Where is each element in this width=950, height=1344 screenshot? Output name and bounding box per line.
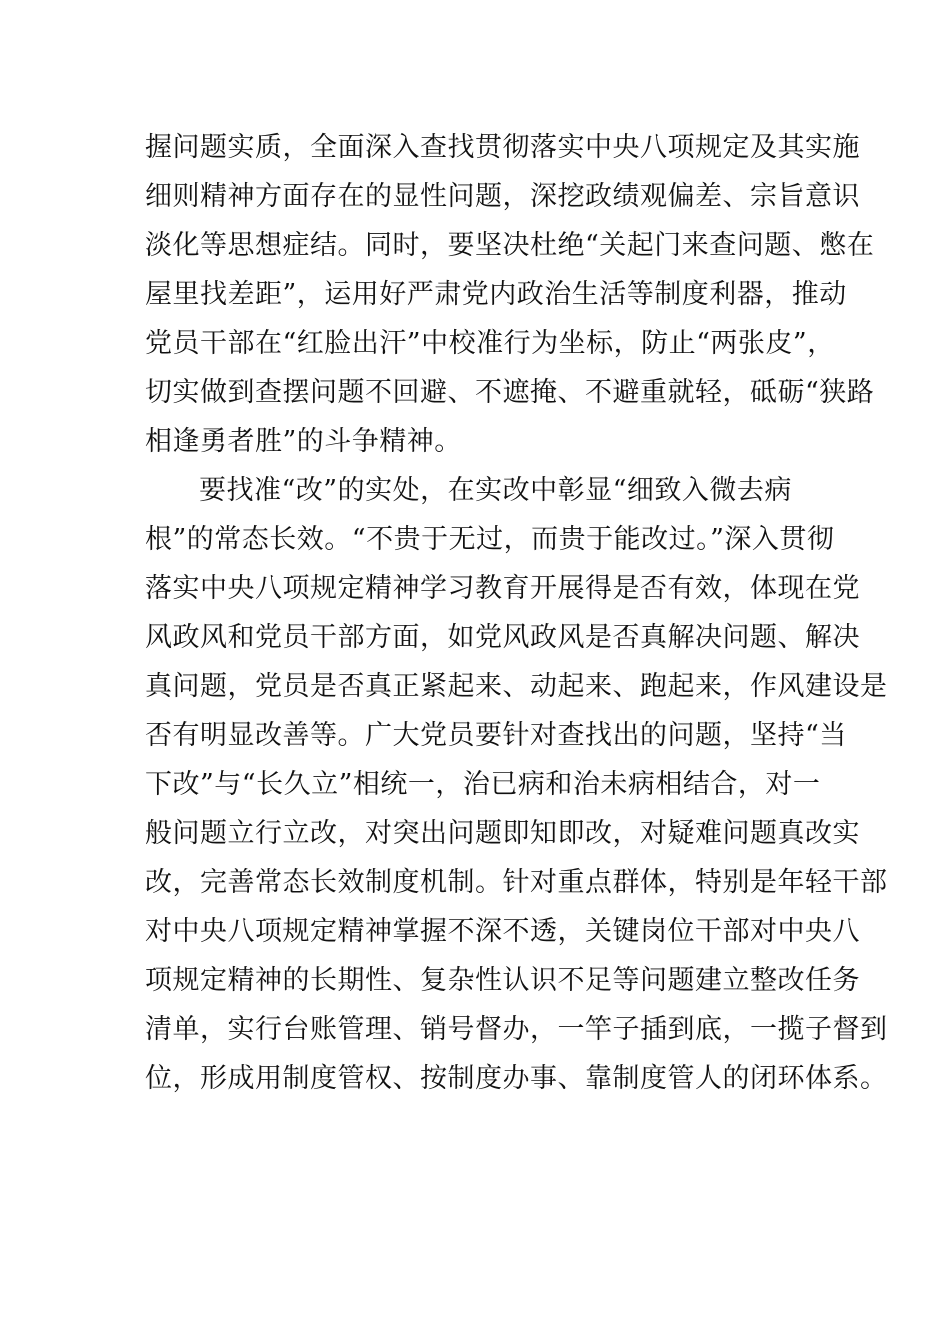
text-line: 改，完善常态长效制度机制。针对重点群体，特别是年轻干部 bbox=[145, 867, 888, 898]
text-line: 要找准“改”的实处，在实改中彰显“细致入微去病 bbox=[199, 475, 792, 506]
text-line: 握问题实质，全面深入查找贯彻落实中央八项规定及其实施 bbox=[145, 132, 860, 163]
text-line: 淡化等思想症结。同时，要坚决杜绝“关起门来查问题、憋在 bbox=[145, 230, 875, 261]
text-line: 落实中央八项规定精神学习教育开展得是否有效，体现在党 bbox=[145, 573, 860, 604]
text-line: 项规定精神的长期性、复杂性认识不足等问题建立整改任务 bbox=[145, 965, 860, 996]
text-line: 位，形成用制度管权、按制度办事、靠制度管人的闭环体系。 bbox=[145, 1063, 888, 1094]
text-line: 切实做到查摆问题不回避、不遮掩、不避重就轻，砥砺“狭路 bbox=[145, 377, 875, 408]
text-line: 对中央八项规定精神掌握不深不透，关键岗位干部对中央八 bbox=[145, 916, 860, 947]
text-line: 般问题立行立改，对突出问题即知即改，对疑难问题真改实 bbox=[145, 818, 860, 849]
text-line: 风政风和党员干部方面，如党风政风是否真解决问题、解决 bbox=[145, 622, 860, 653]
text-line: 清单，实行台账管理、销号督办，一竿子插到底，一揽子督到 bbox=[145, 1014, 888, 1045]
text-line: 否有明显改善等。广大党员要针对查找出的问题，坚持“当 bbox=[145, 720, 847, 751]
text-line: 真问题，党员是否真正紧起来、动起来、跑起来，作风建设是 bbox=[145, 671, 888, 702]
text-line: 下改”与“长久立”相统一，治已病和治未病相结合，对一 bbox=[145, 769, 821, 800]
text-line: 细则精神方面存在的显性问题，深挖政绩观偏差、宗旨意识 bbox=[145, 181, 860, 212]
text-line: 屋里找差距”，运用好严肃党内政治生活等制度利器，推动 bbox=[145, 279, 847, 310]
text-line: 相逢勇者胜”的斗争精神。 bbox=[145, 426, 462, 457]
text-line: 根”的常态长效。“不贵于无过，而贵于能改过。”深入贯彻 bbox=[145, 524, 835, 555]
text-line: 党员干部在“红脸出汗”中校准行为坐标，防止“两张皮”， bbox=[145, 328, 835, 359]
